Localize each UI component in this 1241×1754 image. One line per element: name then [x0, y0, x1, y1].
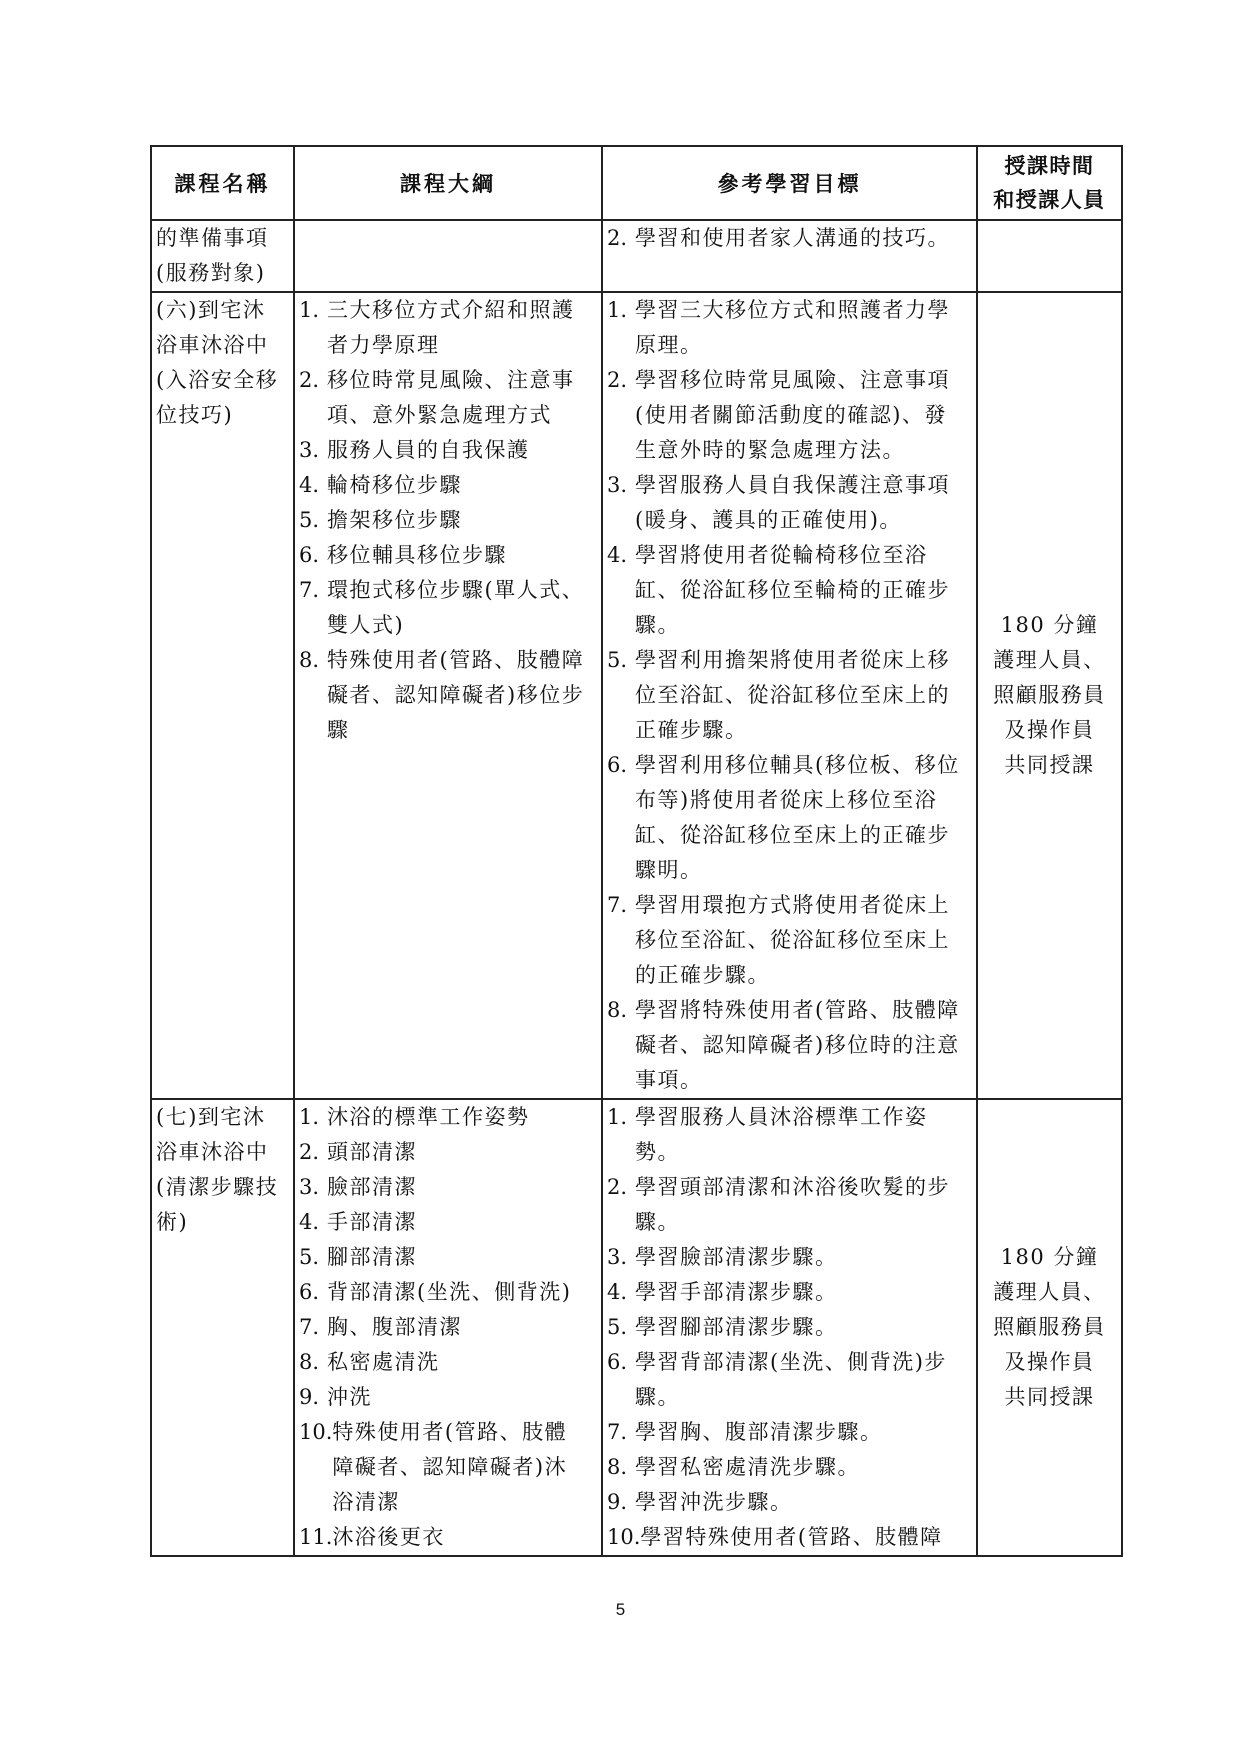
list-item-line: 學習臉部清潔步驟。 — [635, 1245, 838, 1269]
cell-line: 護理人員、 — [993, 648, 1106, 672]
header-course-outline: 課程大綱 — [294, 146, 602, 220]
list-item-text — [327, 293, 597, 363]
list-item-text — [635, 888, 972, 993]
list-item-number: 8. — [607, 1455, 628, 1479]
list-item-line: 擔架移位步驟 — [327, 508, 462, 532]
cell-line: (入浴安全移 — [156, 368, 279, 392]
list-item-text — [332, 1520, 597, 1555]
list-item-line: 腳部清潔 — [327, 1245, 417, 1269]
list-item-line: 學習沖洗步驟。 — [635, 1490, 793, 1514]
list-item-number: 4. — [299, 1210, 320, 1234]
list-item — [299, 1240, 597, 1275]
list-item — [299, 1310, 597, 1345]
list-item — [299, 1380, 597, 1415]
list-item-number: 8. — [607, 998, 628, 1022]
list-item-line: 背部清潔(坐洗、側背洗) — [327, 1280, 572, 1304]
cell-line: 180 分鐘 — [1000, 1245, 1099, 1269]
list-item — [299, 1520, 597, 1555]
list-item — [607, 538, 972, 643]
list-item-line: 頭部清潔 — [327, 1140, 417, 1164]
list-item-line: 正確步驟。 — [635, 718, 748, 742]
list-item-text — [327, 1345, 597, 1380]
list-item-line: 私密處清洗 — [327, 1350, 440, 1374]
list-item-text — [635, 363, 972, 468]
list-item-text — [327, 1310, 597, 1345]
header-learning-goal: 參考學習目標 — [602, 146, 977, 220]
list-item-number: 5. — [299, 1245, 320, 1269]
list-item-text — [327, 503, 597, 538]
list-item-text — [640, 1520, 972, 1555]
list-item-text — [635, 1310, 972, 1345]
list-item-line: 移位輔具移位步驟 — [327, 543, 507, 567]
list-item-number: 9. — [607, 1490, 628, 1514]
list-item-text — [327, 1100, 597, 1135]
table-row — [151, 292, 1122, 1099]
list-item — [607, 1310, 972, 1345]
list-item-line: 學習特殊使用者(管路、肢體障 — [640, 1525, 943, 1549]
list-item-line: 胸、腹部清潔 — [327, 1315, 462, 1339]
list-item-line: 學習腳部清潔步驟。 — [635, 1315, 838, 1339]
list-item — [607, 1170, 972, 1240]
list-item-number: 2. — [607, 368, 628, 392]
list-item-number: 4. — [607, 543, 628, 567]
list-item-line: 障礙者、認知障礙者)沐 — [332, 1455, 568, 1479]
list-item-line: 學習私密處清洗步驟。 — [635, 1455, 860, 1479]
list-item — [607, 1485, 972, 1520]
list-item-line: 特殊使用者(管路、肢體 — [332, 1420, 568, 1444]
cell-line: 的準備事項 — [156, 226, 269, 250]
list-item-text — [635, 1485, 972, 1520]
list-item — [299, 573, 597, 643]
list-item-line: 移位至浴缸、從浴缸移位至床上 — [635, 928, 950, 952]
list-item-line: 手部清潔 — [327, 1210, 417, 1234]
list-item-number: 4. — [607, 1280, 628, 1304]
list-item-text — [327, 1275, 597, 1310]
table-row — [151, 1099, 1122, 1556]
cell-line: 浴車沐浴中 — [156, 1140, 269, 1164]
list-item-line: 沐浴的標準工作姿勢 — [327, 1105, 530, 1129]
list-item-number: 3. — [607, 473, 628, 497]
cell-line: 術) — [156, 1210, 189, 1234]
list-item-text — [327, 1205, 597, 1240]
list-item-line: 驟 — [327, 718, 350, 742]
hours-cell — [977, 292, 1122, 1099]
course-name-cell — [151, 292, 294, 1099]
list-item — [607, 1345, 972, 1415]
list-item-number: 4. — [299, 473, 320, 497]
list-item-text — [635, 1415, 972, 1450]
cell-line: 照顧服務員 — [993, 683, 1106, 707]
list-item-number: 6. — [299, 543, 320, 567]
cell-line: (六)到宅沐 — [156, 298, 266, 322]
list-item-line: 三大移位方式介紹和照護 — [327, 298, 575, 322]
list-item-line: (暖身、護具的正確使用)。 — [635, 508, 902, 532]
cell-line: (清潔步驟技 — [156, 1175, 279, 1199]
list-item-line: 生意外時的緊急處理方法。 — [635, 438, 905, 462]
list-item-line: 學習胸、腹部清潔步驟。 — [635, 1420, 883, 1444]
list-item-number: 1. — [299, 1105, 320, 1129]
list-item-line: 驟。 — [635, 613, 680, 637]
list-item-text — [327, 573, 597, 643]
list-item-text — [635, 1450, 972, 1485]
list-item-line: 學習利用移位輔具(移位板、移位 — [635, 753, 960, 777]
list-item-line: 項、意外緊急處理方式 — [327, 403, 552, 427]
list-item — [607, 748, 972, 888]
list-item — [607, 643, 972, 748]
course-name-cell — [151, 1099, 294, 1556]
list-item-line: 位至浴缸、從浴缸移位至床上的 — [635, 683, 950, 707]
list-item-line: 學習利用擔架將使用者從床上移 — [635, 648, 950, 672]
list-item-text — [635, 1170, 972, 1240]
list-item-line: 沖洗 — [327, 1385, 372, 1409]
cell-line: 位技巧) — [156, 403, 234, 427]
list-item-line: 事項。 — [635, 1068, 703, 1092]
list-item-line: 學習三大移位方式和照護者力學 — [635, 298, 950, 322]
learning-goal-cell — [602, 1099, 977, 1556]
list-item-number: 7. — [607, 893, 628, 917]
course-outline-cell — [294, 292, 602, 1099]
list-item-line: 勢。 — [635, 1140, 680, 1164]
list-item-number: 7. — [607, 1420, 628, 1444]
list-item-number: 5. — [299, 508, 320, 532]
course-outline-cell — [294, 1099, 602, 1556]
cell-line: 180 分鐘 — [1000, 613, 1099, 637]
list-item-line: 者力學原理 — [327, 333, 440, 357]
cell-line: 照顧服務員 — [993, 1315, 1106, 1339]
list-item-line: 學習和使用者家人溝通的技巧。 — [635, 226, 950, 250]
list-item-text — [327, 433, 597, 468]
list-item-number: 2. — [299, 368, 320, 392]
list-item-line: 學習將特殊使用者(管路、肢體障 — [635, 998, 960, 1022]
list-item-number: 5. — [607, 648, 628, 672]
list-item-text — [635, 993, 972, 1098]
list-item-line: 移位時常見風險、注意事 — [327, 368, 575, 392]
cell-line: 浴車沐浴中 — [156, 333, 269, 357]
list-item-number: 10. — [607, 1525, 641, 1549]
course-outline-cell — [294, 220, 602, 292]
list-item — [299, 503, 597, 538]
list-item-line: 缸、從浴缸移位至輪椅的正確步 — [635, 578, 950, 602]
course-name-cell — [151, 220, 294, 292]
list-item-number: 10. — [299, 1420, 333, 1444]
list-item-text — [635, 1240, 972, 1275]
list-item — [299, 1345, 597, 1380]
cell-line: 及操作員 — [1004, 1350, 1095, 1374]
header-row — [151, 146, 1122, 220]
learning-goal-cell — [602, 292, 977, 1099]
header-hours-instructors — [977, 146, 1122, 220]
list-item-line: 缸、從浴缸移位至床上的正確步 — [635, 823, 950, 847]
list-item-text — [327, 363, 597, 433]
list-item — [299, 1205, 597, 1240]
list-item-number: 1. — [299, 298, 320, 322]
list-item — [299, 1100, 597, 1135]
list-item-text — [327, 1380, 597, 1415]
list-item — [299, 1275, 597, 1310]
list-item — [299, 433, 597, 468]
list-item-number: 2. — [607, 226, 628, 250]
list-item — [607, 293, 972, 363]
list-item-line: 驟明。 — [635, 858, 703, 882]
list-item-text — [327, 1240, 597, 1275]
header-hours-line: 授課時間 — [1004, 153, 1095, 178]
cell-line: 共同授課 — [1004, 1385, 1095, 1409]
list-item-line: (使用者關節活動度的確認)、發 — [635, 403, 947, 427]
list-item-text — [327, 643, 597, 748]
list-item-line: 礙者、認知障礙者)移位步 — [327, 683, 585, 707]
list-item-number: 6. — [607, 753, 628, 777]
list-item-text — [635, 293, 972, 363]
list-item-line: 學習服務人員沐浴標準工作姿 — [635, 1105, 928, 1129]
list-item-line: 驟。 — [635, 1385, 680, 1409]
list-item — [607, 1100, 972, 1170]
hours-cell — [977, 1099, 1122, 1556]
list-item-line: 布等)將使用者從床上移位至浴 — [635, 788, 938, 812]
header-course-name: 課程名稱 — [151, 146, 294, 220]
list-item-text — [327, 538, 597, 573]
list-item — [299, 1415, 597, 1520]
list-item — [607, 221, 972, 256]
list-item-number: 7. — [299, 1315, 320, 1339]
list-item — [607, 363, 972, 468]
list-item-text — [635, 221, 972, 256]
list-item-line: 沐浴後更衣 — [332, 1525, 445, 1549]
list-item — [607, 1275, 972, 1310]
list-item — [299, 293, 597, 363]
list-item-number: 1. — [607, 298, 628, 322]
learning-goal-cell — [602, 220, 977, 292]
list-item-line: 學習背部清潔(坐洗、側背洗)步 — [635, 1350, 947, 1374]
header-instructors-line: 和授課人員 — [993, 187, 1106, 212]
cell-line: 及操作員 — [1004, 718, 1095, 742]
list-item-text — [635, 1345, 972, 1415]
list-item-text — [635, 1275, 972, 1310]
course-table — [150, 145, 1123, 1557]
list-item-number: 11. — [299, 1525, 333, 1549]
list-item-text — [635, 643, 972, 748]
list-item-text — [635, 468, 972, 538]
hours-cell — [977, 220, 1122, 292]
list-item — [607, 1415, 972, 1450]
list-item-number: 1. — [607, 1105, 628, 1129]
table-row — [151, 220, 1122, 292]
list-item — [299, 363, 597, 433]
list-item-number: 3. — [607, 1245, 628, 1269]
list-item-line: 學習將使用者從輪椅移位至浴 — [635, 543, 928, 567]
cell-line: (七)到宅沐 — [156, 1105, 266, 1129]
list-item-text — [635, 538, 972, 643]
list-item — [607, 888, 972, 993]
list-item-text — [635, 748, 972, 888]
page-number: 5 — [615, 1600, 626, 1619]
list-item — [299, 468, 597, 503]
list-item-line: 的正確步驟。 — [635, 963, 770, 987]
list-item-line: 學習用環抱方式將使用者從床上 — [635, 893, 950, 917]
list-item-number: 2. — [299, 1140, 320, 1164]
list-item-number: 6. — [299, 1280, 320, 1304]
list-item-line: 特殊使用者(管路、肢體障 — [327, 648, 585, 672]
list-item-number: 2. — [607, 1175, 628, 1199]
list-item-number: 7. — [299, 578, 320, 602]
list-item-number: 8. — [299, 1350, 320, 1374]
list-item-number: 3. — [299, 1175, 320, 1199]
list-item-number: 8. — [299, 648, 320, 672]
list-item — [299, 1170, 597, 1205]
list-item — [299, 538, 597, 573]
list-item — [299, 1135, 597, 1170]
list-item-line: 礙者、認知障礙者)移位時的注意 — [635, 1033, 960, 1057]
list-item-text — [327, 1170, 597, 1205]
list-item-line: 學習服務人員自我保護注意事項 — [635, 473, 950, 497]
cell-line: 護理人員、 — [993, 1280, 1106, 1304]
list-item-number: 3. — [299, 438, 320, 462]
list-item-text — [327, 468, 597, 503]
list-item-line: 雙人式) — [327, 613, 405, 637]
list-item — [607, 468, 972, 538]
list-item-line: 原理。 — [635, 333, 703, 357]
list-item — [607, 1240, 972, 1275]
list-item-line: 學習手部清潔步驟。 — [635, 1280, 838, 1304]
list-item-line: 服務人員的自我保護 — [327, 438, 530, 462]
list-item — [607, 1450, 972, 1485]
list-item-number: 5. — [607, 1315, 628, 1339]
list-item-line: 浴清潔 — [332, 1490, 400, 1514]
list-item-number: 9. — [299, 1385, 320, 1409]
list-item-line: 學習頭部清潔和沐浴後吹髮的步 — [635, 1175, 950, 1199]
list-item-line: 臉部清潔 — [327, 1175, 417, 1199]
list-item-line: 環抱式移位步驟(單人式、 — [327, 578, 585, 602]
list-item-text — [635, 1100, 972, 1170]
cell-line: 共同授課 — [1004, 753, 1095, 777]
list-item — [299, 643, 597, 748]
cell-line: (服務對象) — [156, 261, 266, 285]
list-item-text — [327, 1135, 597, 1170]
list-item-number: 6. — [607, 1350, 628, 1374]
list-item-text — [332, 1415, 597, 1520]
list-item-line: 輪椅移位步驟 — [327, 473, 462, 497]
list-item-line: 學習移位時常見風險、注意事項 — [635, 368, 950, 392]
list-item-line: 驟。 — [635, 1210, 680, 1234]
list-item — [607, 1520, 972, 1555]
list-item — [607, 993, 972, 1098]
